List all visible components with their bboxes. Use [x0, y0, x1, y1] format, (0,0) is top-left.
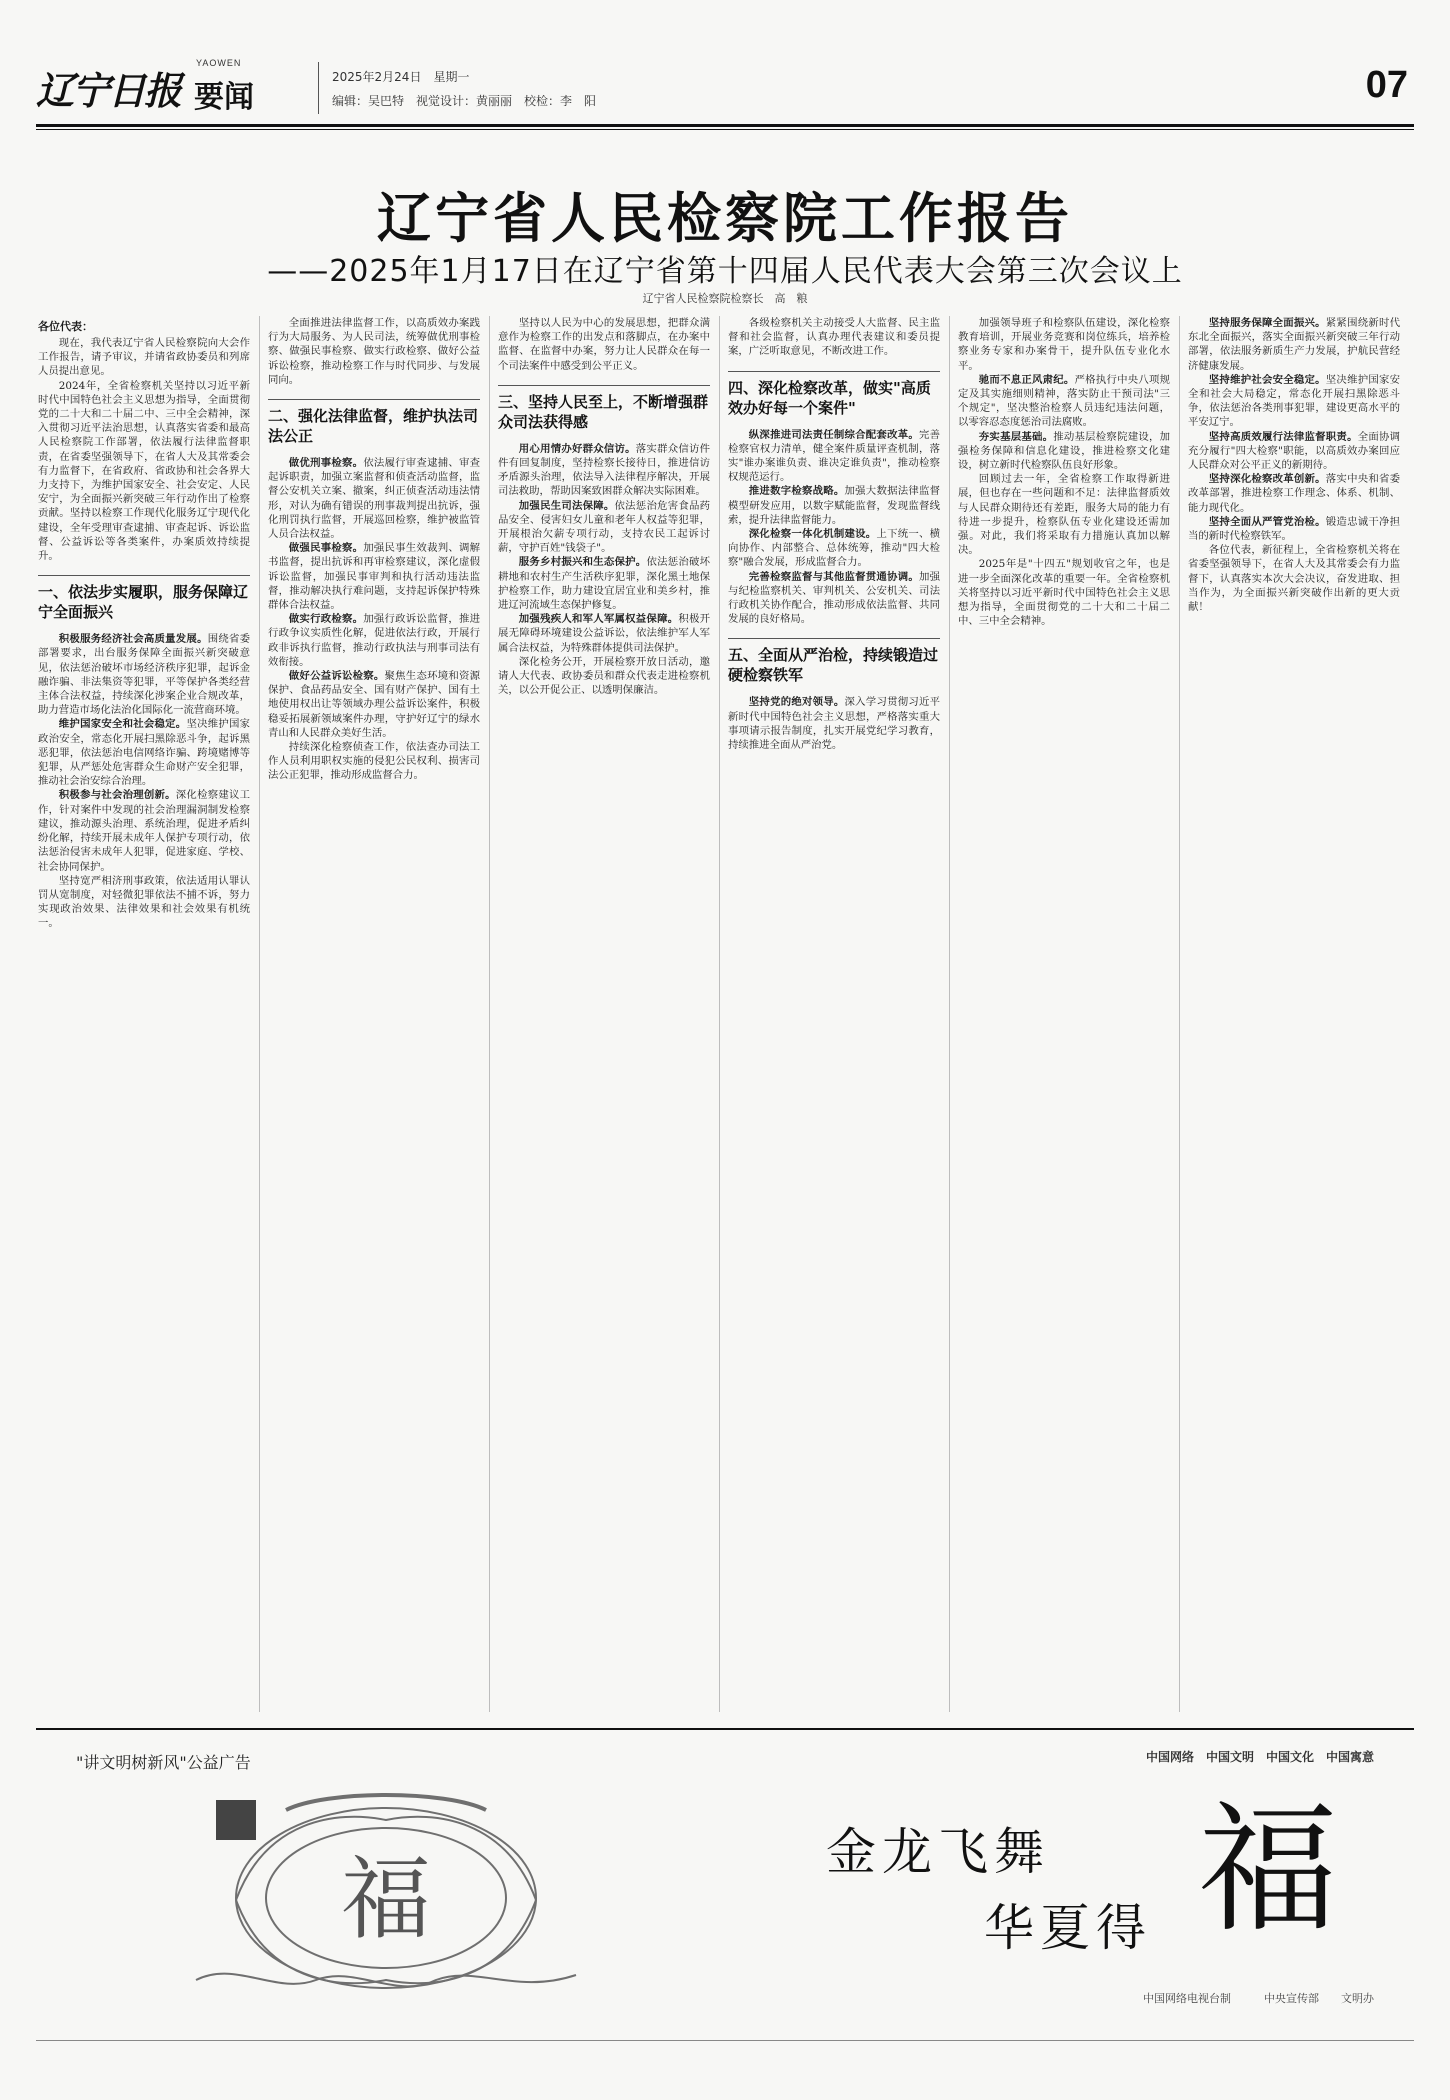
- body-paragraph: [268, 612, 480, 669]
- paragraph-text: 严格执行中央八项规定及其实施细则精神，落实防止干预司法"三个规定"，坚决整治检察人员违纪违法问题，以零容忍态度惩治司法腐败。: [958, 373, 1170, 429]
- body-paragraph: [728, 570, 940, 627]
- paragraph-text: 聚焦生态环境和资源保护、食品药品安全、国有财产保护、国有土地使用权出让等领域办理公益诉讼案件，积极稳妥拓展新领域案件办理，守护好辽宁的绿水青山和人民群众美好生活。: [268, 670, 480, 739]
- paragraph-lead: 做强民事检察。: [288, 542, 364, 555]
- paragraph-lead: 坚持维护社会安全稳定。: [1208, 373, 1326, 386]
- paragraph-lead: 推进数字检察战略。: [748, 485, 845, 498]
- dragon-fu-illustration: [176, 1780, 596, 2010]
- paragraph-lead: 坚持深化检察改革创新。: [1208, 473, 1326, 486]
- section-heading: 三、坚持人民至上，不断增强群众司法获得感: [498, 385, 710, 432]
- paragraph-lead: 驰而不息正风肃纪。: [978, 373, 1075, 386]
- paragraph-text: 落实群众信访件件有回复制度，坚持检察长接待日，推进信访矛盾源头治理，依法导入法律程序解决，开展司法救助，帮助因案致困群众解决实际困难。: [498, 442, 710, 498]
- paragraph-text: 深化检察建议工作，针对案件中发现的社会治理漏洞制发检察建议，推动源头治理、系统治理，促进矛盾纠纷化解，持续开展未成年人保护专项行动，依法惩治侵害未成年人犯罪，促进家庭、学校、社会协同保护。: [38, 789, 250, 873]
- paragraph-text: 落实中央和省委改革部署，推进检察工作理念、体系、机制、能力现代化。: [1188, 473, 1400, 514]
- body-paragraph: [268, 541, 480, 612]
- body-paragraph: [498, 442, 710, 499]
- top-rule: [36, 124, 1414, 127]
- paragraph-text: 坚持以人民为中心的发展思想，把群众满意作为检察工作的出发点和落脚点，在办案中监督、在监督中办案，努力让人民群众在每一个司法案件中感受到公平正义。: [498, 317, 710, 372]
- body-paragraph: [498, 555, 710, 612]
- body-paragraph: [958, 430, 1170, 473]
- paragraph-text: 坚决维护国家安全和社会大局稳定，常态化开展扫黑除恶斗争，依法惩治各类刑事犯罪，建设更高水平的平安辽宁。: [1188, 373, 1400, 429]
- column-divider: [489, 316, 490, 1712]
- paragraph-lead: 坚持党的绝对领导。: [748, 696, 845, 709]
- column-divider: [259, 316, 260, 1712]
- paragraph-text: 加强行政诉讼监督，推进行政争议实质性化解，促进依法行政，开展行政非诉执行监督，推动行政执法与刑事司法有效衔接。: [268, 613, 480, 668]
- body-paragraph: [1188, 515, 1400, 543]
- article-column: [38, 316, 250, 1712]
- paragraph-lead: 加强残疾人和军人军属权益保障。: [518, 613, 679, 626]
- paragraph-text: 依法惩治危害食品药品安全、侵害妇女儿童和老年人权益等犯罪，开展根治欠薪专项行动，支持农民工起诉讨薪，守护百姓"钱袋子"。: [498, 499, 710, 555]
- paragraph-lead: 服务乡村振兴和生态保护。: [518, 556, 647, 569]
- paragraph-text: 各级检察机关主动接受人大监督、民主监督和社会监督，认真办理代表建议和委员提案，广泛听取意见，不断改进工作。: [728, 317, 940, 358]
- article-title: 辽宁省人民检察院工作报告: [377, 187, 1073, 250]
- paragraph-text: 各位代表，新征程上，全省检察机关将在省委坚强领导下，在省人大及其常委会有力监督下，认真落实本次大会决议，奋发进取、担当作为，为全面振兴新突破作出新的更大贡献！: [1188, 544, 1400, 614]
- body-paragraph: [958, 373, 1170, 430]
- ad-top-rule: [36, 1728, 1414, 1730]
- article-byline: 辽宁省人民检察院检察长 高 粮: [642, 292, 808, 305]
- bottom-rule: [36, 2040, 1414, 2041]
- paragraph-text: 加强大数据法律监督模型研发应用，以数字赋能监督，发现监督线索，提升法律监督能力。: [728, 485, 940, 526]
- ad-sponsors: 中国网络 中国文明 中国文化 中国寓意: [1145, 1750, 1374, 1764]
- body-paragraph: [728, 695, 940, 752]
- section-name: 要闻: [194, 80, 254, 115]
- article-subtitle: ——2025年1月17日在辽宁省第十四届人民代表大会第三次会议上: [267, 254, 1183, 289]
- paragraph-text: 加强领导班子和检察队伍建设，深化检察教育培训，开展业务竞赛和岗位练兵，培养检察业务专家和办案骨干，提升队伍专业化水平。: [958, 317, 1170, 372]
- ad-slogan-line1: 金龙飞舞: [826, 1823, 1050, 1881]
- body-paragraph: [498, 655, 710, 698]
- editor-credits: 编辑：吴巴特 视觉设计：黄丽丽 校检：李 阳: [332, 94, 597, 108]
- body-paragraph: [38, 788, 250, 873]
- body-paragraph: [1188, 316, 1400, 373]
- paragraph-text: 加强与纪检监察机关、审判机关、公安机关、司法行政机关协作配合，推动形成依法监督、共同发展的良好格局。: [728, 570, 940, 626]
- body-paragraph: [958, 316, 1170, 373]
- paragraph-text: 深化检务公开，开展检察开放日活动，邀请人大代表、政协委员和群众代表走进检察机关，以公开促公正、以透明保廉洁。: [498, 655, 710, 697]
- article-column: [958, 316, 1170, 1712]
- body-paragraph: [728, 428, 940, 485]
- column-divider: [719, 316, 720, 1712]
- body-paragraph: [1188, 373, 1400, 430]
- paragraph-lead: 做实行政检察。: [288, 613, 364, 626]
- body-paragraph: [268, 740, 480, 783]
- paragraph-lead: 积极服务经济社会高质量发展。: [58, 633, 208, 646]
- paragraph-lead: 坚持全面从严管党治检。: [1208, 515, 1326, 528]
- issue-date: 2025年2月24日 星期一: [332, 70, 470, 84]
- body-paragraph: [38, 336, 250, 379]
- body-paragraph: [498, 612, 710, 655]
- ad-tag: "讲文明树新风"公益广告: [76, 1753, 251, 1772]
- paragraph-lead: 坚持服务保障全面振兴。: [1208, 317, 1326, 329]
- paragraph-lead: 做优刑事检察。: [288, 457, 364, 470]
- page-number: 07: [1365, 64, 1408, 106]
- article-column: [728, 316, 940, 1712]
- paragraph-text: 现在，我代表辽宁省人民检察院向大会作工作报告，请予审议，并请省政协委员和列席人员提出意见。: [38, 337, 250, 378]
- paragraph-text: 2025年是"十四五"规划收官之年，也是进一步全面深化改革的重要一年。全省检察机关将坚持以习近平新时代中国特色社会主义思想为指导，全面贯彻党的二十大和二十届二中、三中全会精神。: [958, 558, 1170, 628]
- paragraph-text: 回顾过去一年，全省检察工作取得新进展，但也存在一些问题和不足：法律监督质效与人民群众期待还有差距，服务大局的能力有待进一步提升，检察队伍专业化建设还需加强。对此，我们将采取有力措施认真加以解决。: [958, 473, 1170, 557]
- body-paragraph: [38, 717, 250, 788]
- paragraph-text: 积极开展无障碍环境建设公益诉讼，依法维护军人军属合法权益，为特殊群体提供司法保护。: [498, 613, 710, 654]
- body-paragraph: [728, 316, 940, 359]
- top-rule-thin: [36, 129, 1414, 130]
- paragraph-text: 坚持宽严相济刑事政策，依法适用认罪认罚从宽制度，对轻微犯罪依法不捕不诉，努力实现政治效果、法律效果和社会效果有机统一。: [38, 874, 250, 930]
- section-heading: 二、强化法律监督，维护执法司法公正: [268, 399, 480, 446]
- svg-text:福: 福: [341, 1847, 431, 1952]
- body-paragraph: [268, 456, 480, 541]
- ad-footer: 中国网络电视台制 中央宣传部 文明办: [1143, 1992, 1374, 2005]
- body-paragraph: [1188, 472, 1400, 515]
- paragraph-text: 围绕省委部署要求，出台服务保障全面振兴新突破意见，依法惩治破坏市场经济秩序犯罪，起诉金融诈骗、非法集资等犯罪，平等保护各类经营主体合法权益，持续深化涉案企业合规改革，助力营造市场化法治化国际化一流营商环境。: [38, 633, 250, 717]
- body-paragraph: [268, 669, 480, 740]
- paragraph-text: 上下统一、横向协作、内部整合、总体统筹，推动"四大检察"融合发展，形成监督合力。: [728, 528, 940, 569]
- ad-slogan-line2: 华夏得: [984, 1899, 1152, 1957]
- body-paragraph: [268, 316, 480, 387]
- paragraph-text: 2024年，全省检察机关坚持以习近平新时代中国特色社会主义思想为指导，全面贯彻党的二十大和二十届二中、三中全会精神，深入贯彻习近平法治思想，认真落实省委和最高人民检察院工作部署，依法履行法律监督职责，在省委坚强领导下，在省人大及其常委会有力监督下，在省政府、省政协和社会各界大力支持下，为维护国家安全、社会安定、人民安宁，为全面振兴新突破三年行动作出了检察贡献。坚持以检察工作现代化服务辽宁现代化建设，全年受理审查逮捕、审查起诉、诉讼监督、公益诉讼等各类案件，办案质效持续提升。: [38, 379, 250, 563]
- body-paragraph: [498, 499, 710, 556]
- paragraph-lead: 做好公益诉讼检察。: [288, 670, 385, 683]
- paragraph-text: 完善检察官权力清单，健全案件质量评查机制，落实"谁办案谁负责、谁决定谁负责"，推动检察权规范运行。: [728, 428, 940, 484]
- section-pinyin: YAOWEN: [196, 58, 242, 68]
- masthead: [36, 58, 1414, 120]
- paragraph-lead: 坚持高质效履行法律监督职责。: [1208, 430, 1358, 443]
- section-heading: 四、深化检察改革，做实"高质效办好每一个案件": [728, 371, 940, 418]
- paragraph-text: 依法惩治破坏耕地和农村生产生活秩序犯罪，深化黑土地保护检察工作，助力建设宜居宜业和美乡村，推进辽河流域生态保护修复。: [498, 556, 710, 612]
- body-paragraph: [38, 379, 250, 564]
- body-paragraph: [38, 632, 250, 717]
- column-divider: [949, 316, 950, 1712]
- article-column: [268, 316, 480, 1712]
- paragraph-text: 加强民事生效裁判、调解书监督，提出抗诉和再审检察建议，深化虚假诉讼监督，加强民事审判和执行活动违法监督，推动解决执行难问题，支持起诉保护特殊群体合法权益。: [268, 542, 480, 612]
- paragraph-text: 持续深化检察侦查工作，依法查办司法工作人员利用职权实施的侵犯公民权利、损害司法公正犯罪，推动形成监督合力。: [268, 741, 480, 782]
- paragraph-lead: 用心用情办好群众信访。: [518, 442, 636, 455]
- paragraph-text: 锻造忠诚干净担当的新时代检察铁军。: [1188, 515, 1400, 543]
- section-heading: 五、全面从严治检，持续锻造过硬检察铁军: [728, 638, 940, 685]
- body-paragraph: [38, 874, 250, 931]
- public-service-ad: [36, 1732, 1414, 2032]
- body-paragraph: [958, 557, 1170, 628]
- body-paragraph: [1188, 543, 1400, 614]
- body-paragraph: [1188, 430, 1400, 473]
- paragraph-lead: 纵深推进司法责任制综合配套改革。: [748, 428, 919, 441]
- paragraph-lead: 维护国家安全和社会稳定。: [58, 718, 187, 731]
- paragraph-text: 紧紧围绕新时代东北全面振兴，落实全面振兴新突破三年行动部署，依法服务新质生产力发展，护航民营经济健康发展。: [1188, 317, 1400, 372]
- section-heading: 一、依法步实履职，服务保障辽宁全面振兴: [38, 575, 250, 622]
- ad-fu-character: 福: [1198, 1789, 1339, 1952]
- masthead-divider: [318, 62, 319, 114]
- paragraph-lead: 完善检察监督与其他监督贯通协调。: [748, 570, 919, 583]
- paragraph-lead: 夯实基层基础。: [978, 430, 1054, 443]
- body-paragraph: [728, 484, 940, 527]
- paragraph-text: 推动基层检察院建设，加强检务保障和信息化建设，推进检察文化建设，树立新时代检察队伍良好形象。: [958, 430, 1170, 472]
- paragraph-lead: 深化检察一体化机制建设。: [748, 528, 877, 541]
- article-column: [1188, 316, 1400, 1712]
- paragraph-text: 坚决维护国家政治安全，常态化开展扫黑除恶斗争，起诉黑恶犯罪，依法惩治电信网络诈骗、跨境赌博等犯罪，从严惩处危害群众生命财产安全犯罪，推动社会治安综合治理。: [38, 718, 250, 788]
- newspaper-logo: 辽宁日报: [36, 68, 181, 113]
- paragraph-text: 全面推进法律监督工作，以高质效办案践行为大局服务、为人民司法，统筹做优刑事检察、做强民事检察、做实行政检察、做好公益诉讼检察，推动检察工作与时代同步、与发展同向。: [268, 317, 480, 386]
- article-column: [498, 316, 710, 1712]
- paragraph-text: 深入学习贯彻习近平新时代中国特色社会主义思想，严格落实重大事项请示报告制度，扎实开展党纪学习教育，持续推进全面从严治党。: [728, 696, 940, 752]
- body-paragraph: [728, 527, 940, 570]
- body-paragraph: [498, 316, 710, 373]
- paragraph-lead: 加强民生司法保障。: [518, 499, 615, 512]
- body-paragraph: [958, 472, 1170, 557]
- paragraph-lead: 积极参与社会治理创新。: [58, 789, 176, 802]
- column-divider: [1179, 316, 1180, 1712]
- paragraph-text: 全面协调充分履行"四大检察"职能，以高质效办案回应人民群众对公平正义的新期待。: [1188, 430, 1400, 472]
- paragraph-text: 依法履行审查逮捕、审查起诉职责，加强立案监督和侦查活动监督，监督公安机关立案、撤案，纠正侦查活动违法情形，对认为确有错误的刑事裁判提出抗诉，强化刑罚执行监督，开展巡回检察，维护被监管人员合法权益。: [268, 457, 480, 541]
- salutation: 各位代表：: [38, 320, 93, 333]
